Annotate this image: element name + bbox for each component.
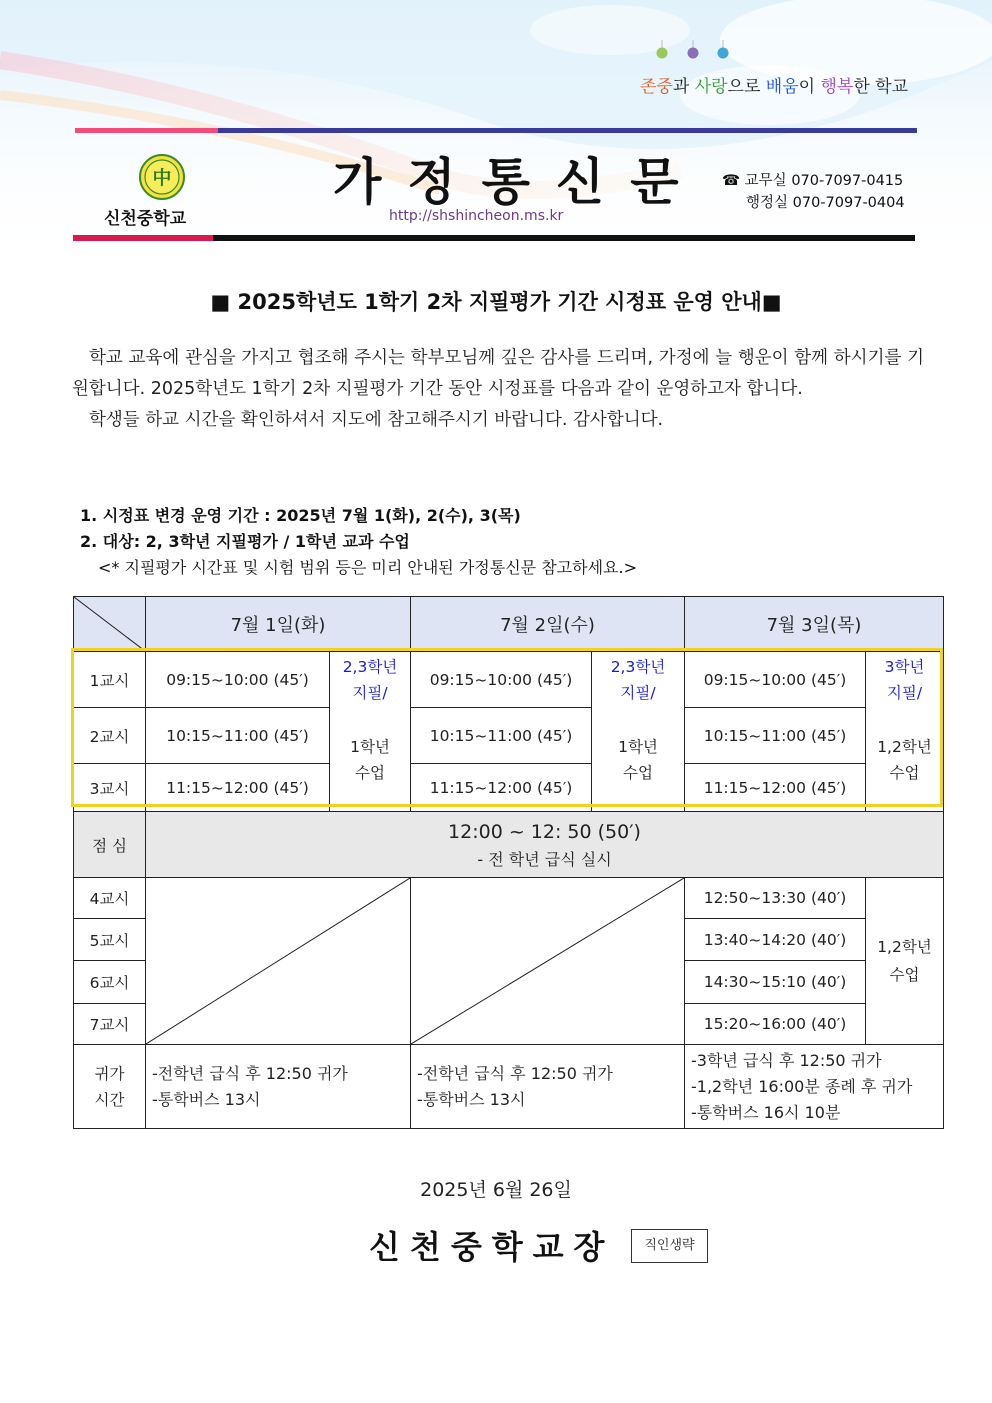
home-time-cell: [685, 1045, 944, 1129]
note-line: 지필/: [886, 684, 923, 702]
label-line: 시간: [94, 1090, 125, 1109]
time-cell: 13:40~14:20 (40′): [685, 919, 866, 961]
note-line: 2,3학년: [342, 658, 398, 676]
contact-info: [722, 170, 905, 214]
note-line: 수업: [623, 764, 653, 782]
info-note: <* 지필평가 시간표 및 시험 범위 등은 미리 안내된 가정통신문 참고하세요.>: [98, 558, 637, 577]
table-row: [74, 764, 944, 812]
slogan-part: 으로: [727, 77, 766, 97]
period-label: 2교시: [74, 708, 146, 764]
note-line: 1학년: [350, 738, 390, 756]
exam-note-cell: [592, 652, 685, 812]
intro-paragraph: 학생들 하교 시간을 확인하셔서 지도에 참고해주시기 바랍니다. 감사합니다.: [89, 410, 664, 430]
masthead-title: 가정통신문: [333, 153, 705, 211]
time-cell: 14:30~15:10 (40′): [685, 961, 866, 1003]
svg-text:中: 中: [152, 167, 172, 189]
note-line: 지필/: [352, 684, 388, 702]
info-item: 2. 대상: 2, 3학년 지필평가 / 1학년 교과 수업: [80, 532, 410, 551]
corner-cell: [74, 597, 146, 652]
note-line: 수업: [355, 764, 385, 782]
note-line: 수업: [889, 966, 920, 984]
slogan-part: 이: [798, 77, 821, 97]
label-line: 귀가: [94, 1064, 125, 1083]
note-line: 지필/: [620, 684, 656, 702]
time-cell: 09:15~10:00 (45′): [146, 652, 330, 708]
diagonal-line: [146, 878, 410, 1044]
schedule-table: [73, 596, 944, 1129]
contact-row: [722, 192, 905, 214]
contact-number: 070-7097-0404: [792, 195, 905, 211]
home-line: -3학년 급식 후 12:50 귀가: [691, 1050, 882, 1070]
home-time-cell: [146, 1045, 411, 1129]
table-header-row: [74, 597, 944, 652]
table-row: [74, 878, 944, 919]
day-header: 7월 2일(수): [411, 597, 685, 652]
info-items: [80, 503, 637, 581]
lunch-row: [74, 812, 944, 878]
empty-diagonal-cell: [411, 878, 685, 1045]
slogan-part: 배움: [765, 77, 799, 97]
time-cell: 10:15~11:00 (45′): [411, 708, 592, 764]
school-logo-icon: [138, 153, 186, 201]
day-header: 7월 3일(목): [685, 597, 944, 652]
time-cell: 09:15~10:00 (45′): [685, 652, 866, 708]
lunch-cell: [146, 812, 944, 878]
note-line: 1,2학년: [877, 738, 932, 756]
time-cell: 11:15~12:00 (45′): [685, 764, 866, 812]
note-line: 수업: [889, 764, 920, 782]
phone-icon: ☎: [722, 173, 741, 189]
issue-date: 2025년 6월 26일: [420, 1179, 572, 1201]
home-line: -통학버스 13시: [417, 1089, 526, 1109]
intro-text: [72, 343, 924, 436]
home-line: -통학버스 13시: [152, 1089, 261, 1109]
contact-row: [722, 170, 905, 192]
empty-diagonal-cell: [146, 878, 411, 1045]
school-name: 신천중학교: [104, 209, 187, 229]
day-header: 7월 1일(화): [146, 597, 411, 652]
home-time-label: [74, 1045, 146, 1129]
note-line: 3학년: [884, 658, 925, 676]
time-cell: 11:15~12:00 (45′): [411, 764, 592, 812]
time-cell: 12:50~13:30 (40′): [685, 878, 866, 919]
time-cell: 10:15~11:00 (45′): [685, 708, 866, 764]
slogan-part: 행복: [820, 77, 854, 97]
school-url-link[interactable]: http://shshincheon.ms.kr: [389, 208, 564, 224]
time-cell: 10:15~11:00 (45′): [146, 708, 330, 764]
slogan-part: 사랑: [694, 77, 728, 97]
exam-note-cell: [330, 652, 411, 812]
slogan-dots-icon: [650, 40, 740, 68]
period-label: 5교시: [74, 919, 146, 961]
slogan-part: 과: [672, 77, 695, 97]
period-label: 4교시: [74, 878, 146, 919]
period-label: 3교시: [74, 764, 146, 812]
principal-signature: 신천중학교장: [369, 1228, 615, 1266]
home-line: -1,2학년 16:00분 종례 후 귀가: [691, 1076, 913, 1096]
intro-paragraph: 학교 교육에 관심을 가지고 협조해 주시는 학부모님께 깊은 감사를 드리며, 가정에 늘 행운이 함께 하시기를 기원합니다. 2025학년도 1학기 2차 지필평가 기간 동안 시정표를 다음과 같이 운영하고자 합니다.: [72, 348, 924, 399]
class-note-cell: [866, 878, 944, 1045]
note-line: 1학년: [618, 738, 658, 756]
info-item: 1. 시정표 변경 운영 기간 : 2025년 7월 1(화), 2(수), 3(목): [80, 506, 521, 525]
contact-label: 행정실: [746, 195, 789, 211]
lunch-label: 점 심: [74, 812, 146, 878]
header-top-rule: [75, 128, 917, 133]
contact-label: 교무실: [744, 173, 787, 189]
home-line: -전학년 급식 후 12:50 귀가: [417, 1063, 613, 1083]
home-time-cell: [411, 1045, 685, 1129]
note-line: 2,3학년: [610, 658, 666, 676]
slogan-part: 존중: [640, 77, 673, 97]
contact-number: 070-7097-0415: [791, 173, 904, 189]
home-time-row: [74, 1045, 944, 1129]
school-slogan: [640, 72, 908, 97]
home-line: -통학버스 16시 10분: [691, 1102, 841, 1122]
home-line: -전학년 급식 후 12:50 귀가: [152, 1063, 348, 1083]
note-line: 1,2학년: [877, 938, 932, 956]
time-cell: 11:15~12:00 (45′): [146, 764, 330, 812]
period-label: 7교시: [74, 1003, 146, 1044]
period-label: 1교시: [74, 652, 146, 708]
period-label: 6교시: [74, 961, 146, 1003]
diagonal-line: [74, 597, 145, 651]
diagonal-line: [411, 878, 684, 1044]
exam-note-cell: [866, 652, 944, 812]
slogan-part: 한 학교: [853, 77, 909, 97]
lunch-time: 12:00 ~ 12: 50 (50′): [448, 820, 641, 843]
header-bottom-rule: [73, 235, 915, 241]
time-cell: 15:20~16:00 (40′): [685, 1003, 866, 1044]
table-row: [74, 708, 944, 764]
seal-omitted-box: 직인생략: [631, 1229, 708, 1263]
document-title: ■ 2025학년도 1학기 2차 지필평가 기간 시정표 운영 안내■: [210, 290, 782, 314]
lunch-note: - 전 학년 급식 실시: [477, 849, 612, 869]
table-row: [74, 652, 944, 708]
time-cell: 09:15~10:00 (45′): [411, 652, 592, 708]
